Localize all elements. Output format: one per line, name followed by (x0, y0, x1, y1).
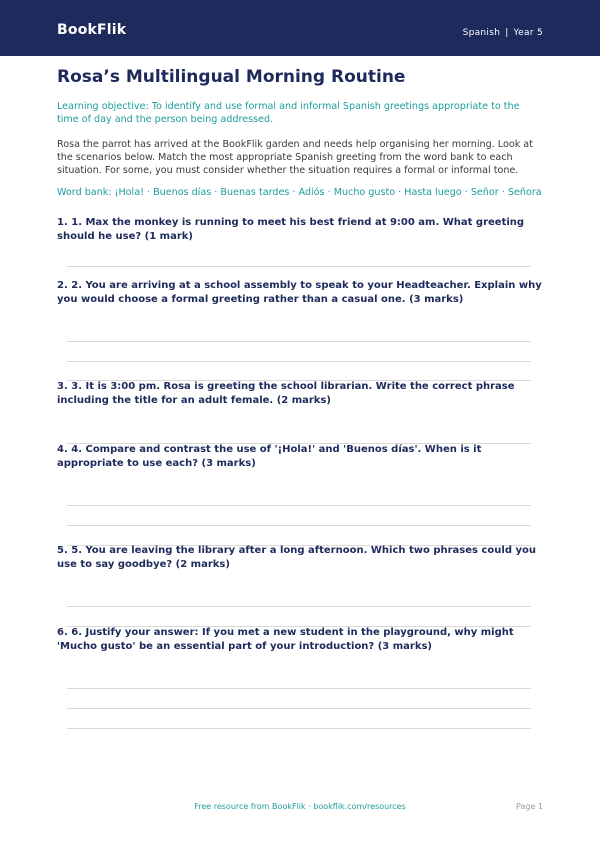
subject-label: Spanish (462, 28, 501, 38)
answer-line[interactable] (67, 525, 531, 526)
question-2: 2. 2. You are arriving at a school assembly to speak to your Headteacher. Explain why you would choose a formal greeting rather than a casual one. (3 marks) (57, 280, 542, 305)
answer-line[interactable] (67, 361, 531, 362)
question-4: 4. 4. Compare and contrast the use of '¡Hola!' and 'Buenos días'. When is it appropriate to use each? (3 marks) (57, 444, 482, 469)
subject-year-label (463, 28, 543, 38)
question-3: 3. 3. It is 3:00 pm. Rosa is greeting the school librarian. Write the correct phrase including the title for an adult female. (2 marks) (57, 381, 515, 406)
answer-line[interactable] (67, 341, 531, 342)
header-bar (0, 0, 600, 56)
question-5: 5. 5. You are leaving the library after a long afternoon. Which two phrases could you use to say goodbye? (2 marks) (57, 545, 536, 570)
answer-line[interactable] (67, 606, 531, 607)
footer-resource-link[interactable]: Free resource from BookFlik · bookflik.com/resources (194, 802, 406, 811)
word-bank: Word bank: ¡Hola! · Buenos días · Buenas tardes · Adiós · Mucho gusto · Hasta luego · Señor · Señora (57, 187, 542, 198)
page-title: Rosa’s Multilingual Morning Routine (57, 67, 406, 87)
question-6: 6. 6. Justify your answer: If you met a new student in the playground, why might 'Mucho gusto' be an essential part of your introduction? (3 marks) (57, 627, 514, 652)
answer-line[interactable] (67, 708, 531, 709)
answer-line[interactable] (67, 505, 531, 506)
brand-logo: BookFlik (57, 22, 127, 38)
year-label: Year 5 (513, 28, 543, 38)
intro-paragraph: Rosa the parrot has arrived at the BookFlik garden and needs help organising her morning. Look at the scenarios below. Match the most appropriate Spanish greeting from the word bank to each situation. For some, you must consider whether the situation requires a formal or informal tone. (57, 139, 533, 176)
meta-separator: | (505, 28, 509, 38)
answer-line[interactable] (67, 688, 531, 689)
answer-line[interactable] (67, 266, 531, 267)
page-number: Page 1 (516, 802, 543, 811)
question-1: 1. 1. Max the monkey is running to meet his best friend at 9:00 am. What greeting should he use? (1 mark) (57, 217, 525, 242)
learning-objective: Learning objective: To identify and use formal and informal Spanish greetings appropriate to the time of day and the person being addressed. (57, 101, 520, 125)
answer-line[interactable] (67, 728, 531, 729)
